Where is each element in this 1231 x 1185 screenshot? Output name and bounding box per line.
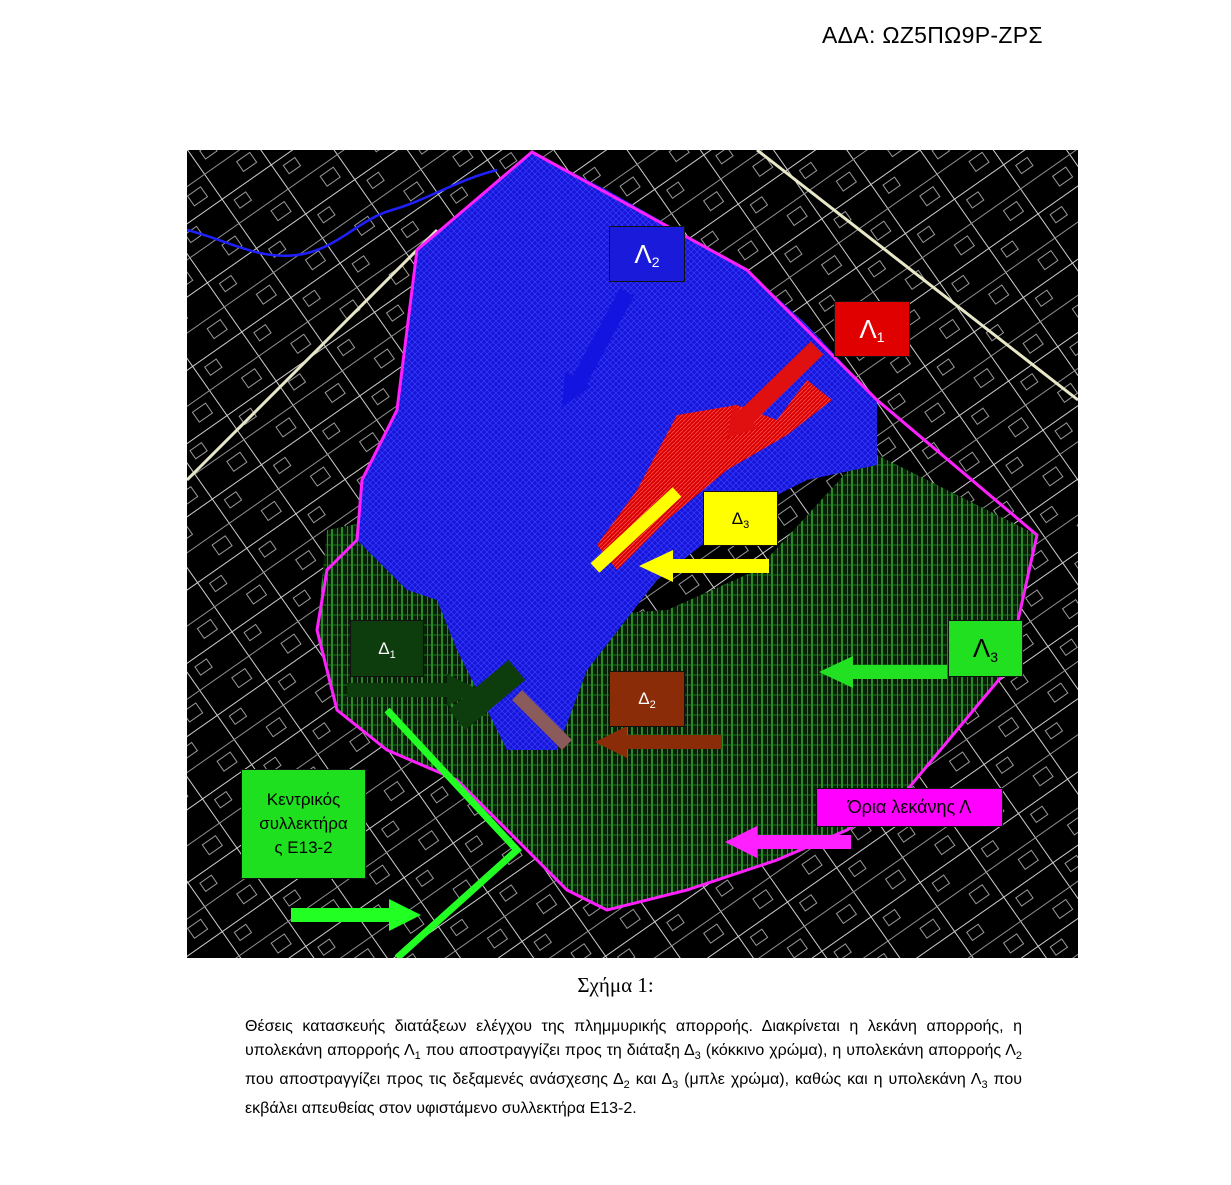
figure-title: Σχήμα 1: — [577, 973, 654, 997]
label-delta2: Δ 2 — [609, 671, 685, 727]
label-basin-boundary: Όρια λεκάνης Λ — [816, 788, 1003, 827]
drainage-basin-map — [187, 150, 1078, 958]
label-lambda1: Λ 1 — [834, 301, 910, 357]
label-central-collector: Κεντρικός συλλεκτήρα ς Ε13-2 — [241, 769, 366, 879]
label-delta1: Δ 1 — [350, 620, 424, 677]
label-lambda2: Λ 2 — [609, 226, 685, 282]
figure-caption: Θέσεις κατασκευής διατάξεων ελέγχου της πλημμυρικής απορροής. Διακρίνεται η λεκάνη απορροής, η υπολεκάνη απορροής $\Lambda_1$ που αποστραγγίζει προς τη διάταξη $\Delta_3$ (κόκκινο χρώμα), η υπολεκάνη απορροής $\Lambda_2$ που αποστραγγίζει προς τις δεξαμενές ανάσχεσης $\Delta_2$ και $\Delta_3$ (μπλε χρώμα), καθώς και η υπολεκάνη $\Lambda_3$ που εκβάλει απευθείας στον υφιστάμενο συλλεκτήρα Ε13-2. — [245, 1018, 1023, 1118]
document-ada-code: ΑΔΑ: ΩΖ5ΠΩ9Ρ-ΖΡΣ — [822, 22, 1043, 48]
label-lambda3: Λ 3 — [948, 620, 1023, 677]
label-delta3: Δ 3 — [703, 491, 778, 546]
